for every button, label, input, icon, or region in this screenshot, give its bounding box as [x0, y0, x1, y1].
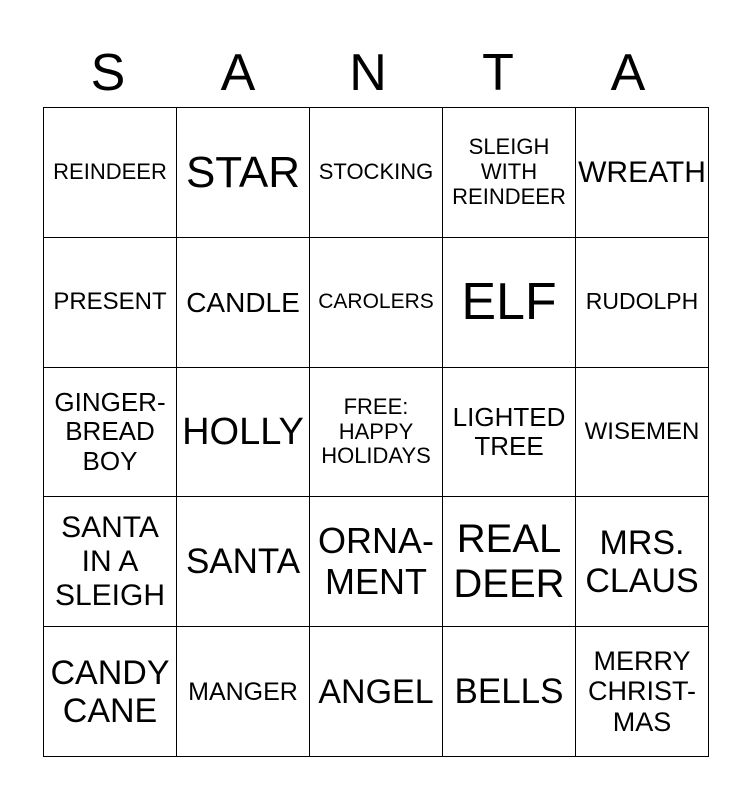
bingo-cell[interactable]: REAL DEER	[443, 497, 576, 627]
bingo-header	[43, 38, 693, 108]
bingo-cell[interactable]: WISEMEN	[576, 367, 709, 497]
header-letter: A	[610, 44, 646, 102]
bingo-cell[interactable]: ELF	[443, 237, 576, 367]
free-space-cell[interactable]: FREE: HAPPY HOLIDAYS	[310, 367, 443, 497]
bingo-cell[interactable]: SLEIGH WITH REINDEER	[443, 108, 576, 238]
bingo-cell[interactable]: CAROLERS	[310, 237, 443, 367]
bingo-cell[interactable]: CANDLE	[177, 237, 310, 367]
bingo-cell[interactable]: MANGER	[177, 627, 310, 757]
bingo-cell[interactable]: HOLLY	[177, 367, 310, 497]
bingo-cell[interactable]: WREATH	[576, 108, 709, 238]
bingo-cell[interactable]: STOCKING	[310, 108, 443, 238]
bingo-cell[interactable]: STAR	[177, 108, 310, 238]
bingo-grid	[43, 107, 709, 757]
header-letter: A	[220, 44, 256, 102]
header-letter: S	[90, 44, 126, 102]
bingo-cell[interactable]: SANTA IN A SLEIGH	[44, 497, 177, 627]
bingo-cell[interactable]: RUDOLPH	[576, 237, 709, 367]
bingo-cell[interactable]: ANGEL	[310, 627, 443, 757]
bingo-cell[interactable]: LIGHTED TREE	[443, 367, 576, 497]
grid-row	[44, 108, 709, 238]
grid-row	[44, 497, 709, 627]
bingo-cell[interactable]: REINDEER	[44, 108, 177, 238]
bingo-cell[interactable]: MRS. CLAUS	[576, 497, 709, 627]
grid-row	[44, 627, 709, 757]
bingo-cell[interactable]: PRESENT	[44, 237, 177, 367]
header-letter: N	[349, 44, 387, 102]
grid-row	[44, 367, 709, 497]
bingo-cell[interactable]: GINGER- BREAD BOY	[44, 367, 177, 497]
bingo-cell[interactable]: MERRY CHRIST- MAS	[576, 627, 709, 757]
bingo-cell[interactable]: CANDY CANE	[44, 627, 177, 757]
bingo-cell[interactable]: ORNA- MENT	[310, 497, 443, 627]
header-letter: T	[482, 44, 514, 102]
bingo-cell[interactable]: BELLS	[443, 627, 576, 757]
grid-row	[44, 237, 709, 367]
bingo-cell[interactable]: SANTA	[177, 497, 310, 627]
